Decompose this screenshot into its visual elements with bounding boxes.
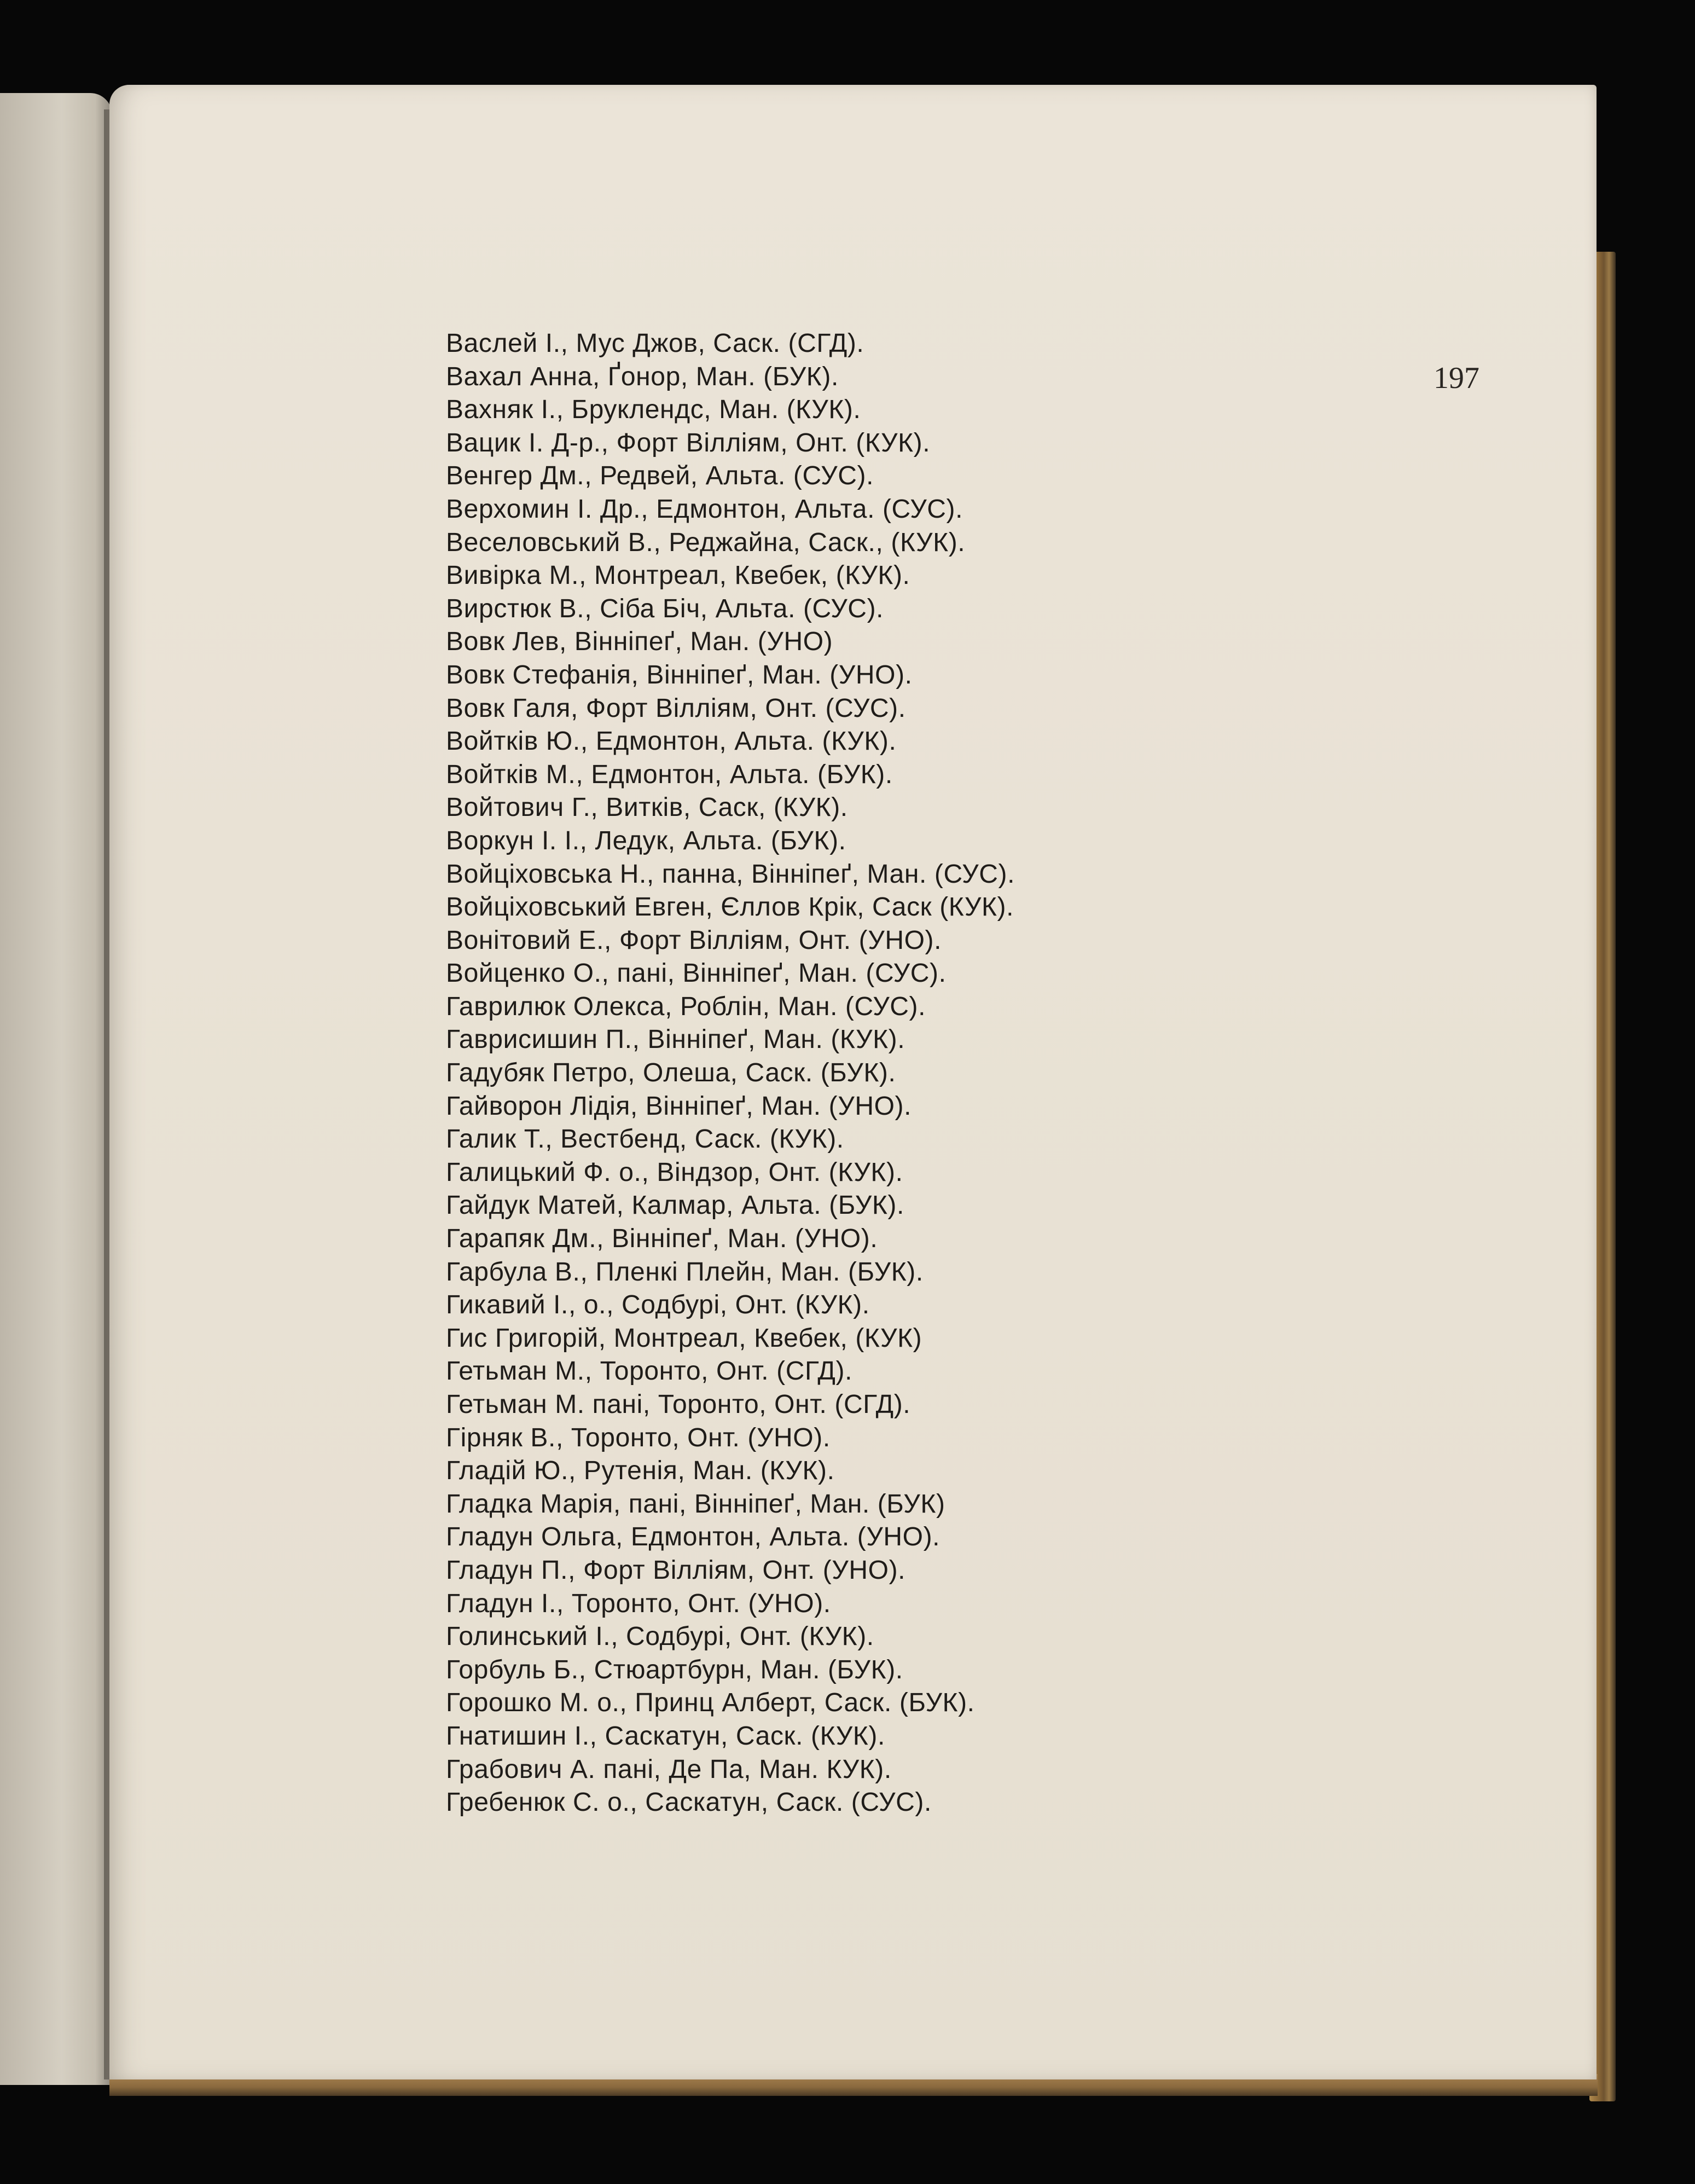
list-item: Гаврисишин П., Вінніпеґ, Ман. (КУК). — [446, 1025, 905, 1055]
list-item: Гладка Марія, пані, Вінніпеґ, Ман. (БУК) — [446, 1489, 945, 1519]
list-item: Веселовський В., Реджайна, Саск., (КУК). — [446, 528, 966, 557]
list-item: Венгер Дм., Редвей, Альта. (СУС). — [446, 461, 874, 491]
list-item: Верхомин І. Др., Едмонтон, Альта. (СУС). — [446, 494, 963, 524]
list-item: Галик Т., Вестбенд, Саск. (КУК). — [446, 1125, 844, 1154]
list-item: Гарапяк Дм., Вінніпеґ, Ман. (УНО). — [446, 1224, 878, 1254]
list-item: Гарбула В., Пленкі Плейн, Ман. (БУК). — [446, 1257, 924, 1287]
list-item: Гайдук Матей, Калмар, Альта. (БУК). — [446, 1191, 904, 1220]
list-item: Гірняк В., Торонто, Онт. (УНО). — [446, 1423, 831, 1452]
list-item: Войтович Г., Витків, Саск, (КУК). — [446, 793, 848, 822]
list-item: Гладун П., Форт Вілліям, Онт. (УНО). — [446, 1555, 906, 1585]
list-item: Грабович А. пані, Де Па, Ман. КУК). — [446, 1754, 892, 1784]
list-item: Войценко О., пані, Вінніпеґ, Ман. (СУС). — [446, 959, 947, 988]
list-item: Войціховська Н., панна, Вінніпеґ, Ман. (СУС). — [446, 859, 1015, 889]
list-item: Войціховський Евген, Єллов Крік, Саск (КУК). — [446, 893, 1014, 922]
left-page-edge — [0, 93, 112, 2085]
list-item: Вахал Анна, Ґонор, Ман. (БУК). — [446, 362, 839, 391]
list-item: Голинський І., Содбурі, Онт. (КУК). — [446, 1622, 874, 1652]
list-item: Вовк Лев, Вінніпеґ, Ман. (УНО) — [446, 627, 833, 657]
list-item: Гладун І., Торонто, Онт. (УНО). — [446, 1589, 831, 1618]
list-item: Вацик І. Д-р., Форт Вілліям, Онт. (КУК). — [446, 428, 931, 457]
list-item: Гладун Ольга, Едмонтон, Альта. (УНО). — [446, 1522, 941, 1552]
list-item: Гайворон Лідія, Вінніпеґ, Ман. (УНО). — [446, 1091, 912, 1121]
list-item: Вонітовий Е., Форт Вілліям, Онт. (УНО). — [446, 925, 942, 955]
list-item: Войтків М., Едмонтон, Альта. (БУК). — [446, 760, 893, 789]
list-item: Гетьман М. пані, Торонто, Онт. (СГД). — [446, 1390, 911, 1419]
name-list — [446, 327, 1267, 1820]
list-item: Вовк Стефанія, Вінніпеґ, Ман. (УНО). — [446, 660, 913, 690]
list-item: Гнатишин І., Саскатун, Саск. (КУК). — [446, 1721, 885, 1751]
list-item: Гребенюк С. о., Саскатун, Саск. (СУС). — [446, 1788, 932, 1817]
list-item: Горошко М. о., Принц Алберт, Саск. (БУК). — [446, 1688, 975, 1718]
list-item: Вивірка М., Монтреал, Квебек, (КУК). — [446, 561, 910, 590]
list-item: Гетьман М., Торонто, Онт. (СГД). — [446, 1357, 853, 1386]
list-item: Гладій Ю., Рутенія, Ман. (КУК). — [446, 1456, 835, 1486]
page-number: 197 — [1433, 361, 1479, 395]
list-item: Горбуль Б., Стюартбурн, Ман. (БУК). — [446, 1655, 903, 1684]
list-item: Галицький Ф. о., Віндзор, Онт. (КУК). — [446, 1157, 903, 1187]
list-item: Гадубяк Петро, Олеша, Саск. (БУК). — [446, 1058, 896, 1088]
list-item: Baслей І., Мус Джов, Саск. (СГД). — [446, 329, 864, 358]
list-item: Войтків Ю., Едмонтон, Альта. (КУК). — [446, 727, 897, 756]
list-item: Гис Григорій, Монтреал, Квебек, (КУК) — [446, 1323, 922, 1353]
list-item: Гикавий І., о., Содбурі, Онт. (КУК). — [446, 1290, 870, 1320]
list-item: Воркун І. І., Ледук, Альта. (БУК). — [446, 826, 846, 855]
list-item: Вирстюк В., Сіба Біч, Альта. (СУС). — [446, 594, 884, 623]
list-item: Гаврилюк Олекса, Роблін, Ман. (СУС). — [446, 992, 926, 1021]
list-item: Вахняк І., Бруклендс, Ман. (КУК). — [446, 395, 861, 425]
list-item: Вовк Галя, Форт Вілліям, Онт. (СУС). — [446, 693, 906, 723]
